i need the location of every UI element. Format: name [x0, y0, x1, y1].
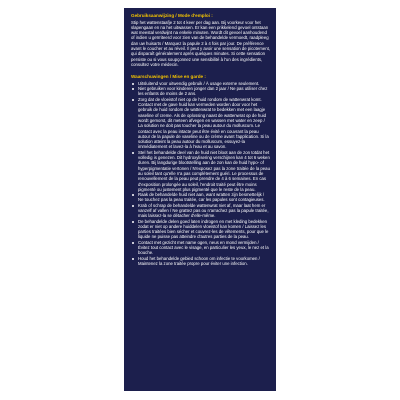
warning-item: Contact met gezicht met name ogen, neus en mond vermijden / Évitez tout contact avec le visage, en particulier les yeux, le nez et la bouche.: [131, 240, 270, 256]
warning-item: Krab of schrap de behandelde wattenwrat niet af, maar laat hem er vanzelf af vallen / Ne grattez pas ou n'arrachez pas la papule traitée, mais laissez-la se détacher d'elle-même.: [131, 203, 270, 219]
usage-heading: Gebruiksaanwijzing / Mode d'emploi :: [131, 13, 213, 18]
instructions-panel: [124, 8, 276, 391]
warning-item: De behandelde delen goed laten indrogen en met kleding bedekken zodat er niet op andere huiddelen vloeistof kan komen / Laissez les parties traitées bien sécher et couvrez-les de vêtements, pour que le liquide ne puisse pas atteindre d'autres parties de la peau.: [131, 219, 270, 240]
warning-item: Raak de behandelde huid niet aan, want wratten zijn besmettelijk / Ne touchez pas la peau traitée, car les papules sont contagieuses.: [131, 192, 270, 203]
warning-item: Zorg dat de vloeistof niet op de huid rondom de wattenwrat komt. Contact met de gave huid kan vermeden worden door voor het gebruik de huid rondom de wattenwrat te bedekken met een laagje vaseline of creme. Als de oplossing naast de wattenwrat op de huid wordt gemorst, dit meteen afvegen en wassen met water en zeep / La solution ne doit pas toucher la peau autour du molluscum. Le contact avec la peau intacte peut être évité en couvrant la peau autour de la papule de vaseline ou de crème avant l'application. Si la solution atteint la peau autour du molluscum, essuyez-la immédiatement et lavez-la à l'eau et au savon.: [131, 97, 270, 150]
warning-item: Houd het behandelde gebied schoon om infectie te voorkomen / Maintenez la zone traitée propre pour éviter une infection.: [131, 256, 270, 267]
warning-item: Stel het behandelde deel van de huid niet bloot aan de zon totdat het volledig is genezen. Dit hydroxylisering verschijnen kan 4 tot 6 weken duren. Bij langdurige blootstelling aan de zon kan de huid hypo- of hyperpigmentatie vertonen / N'exposez pas la zone traitée de la peau au soleil tant qu'elle n'a pas complètement guéri. Le processus de renouvellement de la peau peut prendre de 4 à 6 semaines. En cas d'exposition prolongée au soleil, l'endroit traité peut être moins pigmenté ou justement plus pigmenté que le reste de la peau.: [131, 150, 270, 192]
warning-item: Niet gebruiken voor kinderen jonger dan 2 jaar / Ne pas utiliser chez les enfants de moins de 2 ans.: [131, 86, 270, 97]
warnings-list: [131, 81, 270, 266]
warning-item: Uitsluitend voor uitwendig gebruik / À usage externe seulement.: [131, 81, 270, 86]
usage-text: Stip het wattenstaafje 2 tot 4 keer per dag aan. Bij voorkeur voor het slapengaan en na het uitwassen. Er kan een prikkelend gevoel ontstaan wat meestal verdwijnt na enkele minuten. Wordt dit gevoel aanhoudend of indien u geïrriteerd voor zien van de behandelde vermoedt, raadpleeg dan uw huisarts / Marquez la papule 2 à 4 fois par jour. De préférence avant le coucher et au réveil. Il peut y avoir une sensation de picotement, qui disparaît généralement après quelques minutes. Si cette sensation persiste ou si vous soupçonnez une sensibilité à l'un des ingrédients, consultez votre médecin.: [131, 19, 271, 67]
warnings-heading: Waarschuwingen / Mise en garde :: [131, 74, 206, 80]
